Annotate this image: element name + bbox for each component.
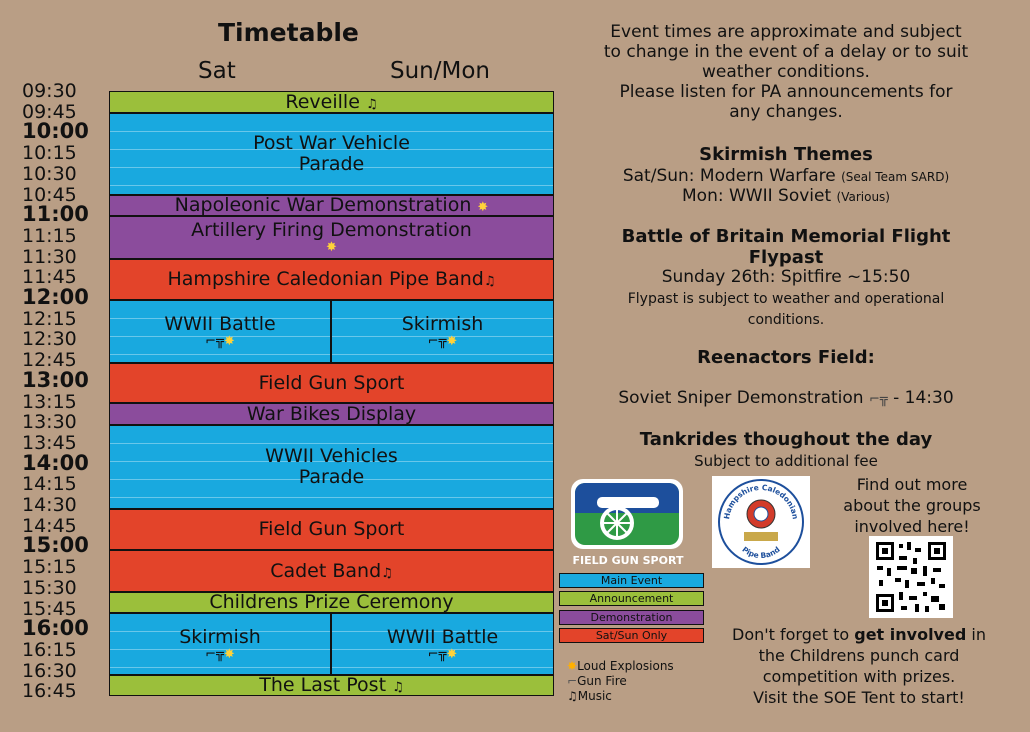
time-label: 12:00 (22, 285, 89, 309)
notice-text (560, 22, 1012, 122)
event-label: WWII Battle (386, 625, 499, 648)
event-label: Post War Vehicle (253, 132, 410, 154)
time-label: 12:45 (22, 349, 77, 372)
explosion-icon: ✸ (477, 200, 489, 215)
gun-icon: ⌐╦ (205, 334, 224, 349)
groups-line: Find out more (856, 475, 968, 494)
explosion-icon: ✸ (446, 646, 458, 662)
flypast-note (560, 289, 1012, 331)
reenactors-heading: Reenactors Field: (697, 347, 875, 368)
flypast-note-line: conditions. (747, 312, 825, 328)
event-label: Parade (298, 153, 365, 175)
key-label: Gun Fire (577, 674, 627, 688)
event-field-gun-1 (109, 363, 554, 403)
involved-post: in (971, 625, 986, 644)
notice-line: any changes. (729, 102, 843, 122)
event-label: War Bikes Display (246, 402, 417, 425)
column-sat: Sat (198, 58, 236, 84)
event-cadet-band (109, 550, 554, 592)
skirmish-sat-note: (Seal Team SARD) (841, 170, 950, 184)
sniper-time: - 14:30 (893, 388, 954, 408)
explosion-icon: ✸ (223, 334, 235, 349)
pipe-band-logo (712, 476, 810, 568)
field-gun-sport-text: FIELD GUN SPORT (572, 554, 684, 567)
legend-demonstration: Demonstration (559, 610, 704, 625)
event-last-post (109, 675, 554, 696)
time-label: 13:15 (22, 390, 77, 413)
music-note-icon: ♫ (567, 689, 578, 703)
groups-line: about the groups (843, 496, 981, 515)
involved-line: the Childrens punch card (758, 646, 960, 665)
time-label: 09:45 (22, 100, 77, 123)
event-label: The Last Post (259, 674, 387, 696)
time-label: 15:30 (22, 576, 77, 599)
gun-icon: ⌐╦ (868, 392, 888, 407)
time-label: 13:30 (22, 411, 77, 434)
skirmish-sat-label: Sat/Sun: Modern Warfare (622, 166, 836, 186)
involved-line: Visit the SOE Tent to start! (753, 688, 965, 707)
event-label: Napoleonic War Demonstration (174, 194, 472, 216)
time-label: 15:15 (22, 556, 77, 579)
tankrides-heading: Tankrides thoughout the day (639, 429, 933, 450)
explosion-icon: ✸ (446, 334, 458, 349)
pipe-band-top-text: Hampshire Caledonian (722, 482, 800, 520)
time-label: 10:45 (22, 183, 77, 206)
involved-line: competition with prizes. (762, 667, 956, 686)
music-note-icon: ♫ (381, 565, 393, 581)
time-label: 10:00 (22, 119, 89, 144)
event-wwii-battle-sun (331, 613, 554, 675)
event-post-war-vehicle-parade (109, 113, 554, 195)
column-sunmon: Sun/Mon (390, 58, 490, 84)
time-label: 16:15 (22, 638, 77, 661)
groups-line: involved here! (854, 517, 970, 536)
event-reveille (109, 91, 554, 113)
time-label: 11:00 (22, 202, 89, 227)
event-label: Field Gun Sport (258, 518, 405, 540)
music-note-icon: ♫ (483, 274, 496, 289)
legend-satsun-only: Sat/Sun Only (559, 628, 704, 643)
notice-line: to change in the event of a delay or to suit (603, 42, 969, 62)
skirmish-mon-line (560, 186, 1012, 207)
flypast-note-line: Flypast is subject to weather and operational (627, 291, 945, 307)
svg-text:Pipe Band (740, 545, 781, 560)
gun-icon: ⌐ (567, 674, 578, 688)
time-label: 16:45 (22, 680, 77, 703)
involved-bold: get involved (854, 625, 967, 644)
event-field-gun-2 (109, 509, 554, 550)
time-label: 14:00 (22, 450, 89, 475)
time-label: 14:45 (22, 514, 77, 537)
timetable-title: Timetable (218, 18, 359, 47)
involved-pre: Don't forget to (732, 625, 850, 644)
event-war-bikes (109, 403, 554, 425)
time-label: 11:15 (22, 224, 77, 247)
flypast-heading-line: Flypast (748, 247, 824, 268)
qr-code[interactable] (869, 536, 953, 618)
legend-main-event: Main Event (559, 573, 704, 588)
key-music (567, 689, 612, 704)
skirmish-mon-note: (Various) (836, 190, 890, 204)
key-gunfire (567, 674, 627, 689)
gun-icon: ⌐╦ (427, 646, 447, 662)
skirmish-sat-line (560, 166, 1012, 187)
event-wwii-battle-sat (109, 300, 331, 363)
skirmish-heading: Skirmish Themes (699, 144, 873, 165)
flypast-time: Sunday 26th: Spitfire ~15:50 (661, 267, 911, 287)
flypast-heading-line: Battle of Britain Memorial Flight (621, 226, 951, 247)
flypast-heading (560, 226, 1012, 268)
event-label: Childrens Prize Ceremony (209, 591, 454, 613)
event-label: Cadet Band (270, 559, 382, 582)
time-label: 14:30 (22, 494, 77, 516)
notice-line: Event times are approximate and subject (610, 22, 962, 42)
time-label: 14:15 (22, 473, 77, 496)
event-wwii-vehicles-parade (109, 425, 554, 509)
key-explosions (567, 659, 674, 674)
event-label: Reveille (285, 90, 360, 113)
time-label: 15:00 (22, 533, 89, 558)
event-napoleonic (109, 195, 554, 216)
time-label: 09:30 (22, 80, 77, 102)
time-label: 12:30 (22, 328, 77, 351)
key-label: Loud Explosions (577, 659, 674, 673)
event-pipe-band (109, 259, 554, 300)
time-label: 10:30 (22, 162, 77, 185)
event-label: Skirmish (179, 625, 261, 648)
field-gun-sport-logo (563, 476, 693, 570)
time-label: 10:15 (22, 142, 77, 165)
event-label: Hampshire Caledonian Pipe Band (167, 268, 484, 290)
event-label: Artillery Firing Demonstration (191, 219, 472, 241)
groups-text (832, 474, 992, 537)
time-label: 11:45 (22, 266, 77, 289)
gun-icon: ⌐╦ (205, 646, 224, 662)
event-label: Skirmish (401, 313, 484, 335)
reenactors-sniper (560, 388, 1012, 410)
gun-icon: ⌐╦ (427, 334, 447, 349)
time-label: 15:45 (22, 597, 77, 620)
event-skirmish-sat (109, 613, 331, 675)
notice-line: Please listen for PA announcements for (619, 82, 953, 102)
event-skirmish-sun (331, 300, 554, 363)
pipe-band-bottom-text: Pipe Band (740, 544, 782, 561)
event-label: Parade (298, 466, 365, 488)
event-label: WWII Vehicles (265, 445, 398, 467)
get-involved-text (706, 624, 1012, 708)
tankrides-sub: Subject to additional fee (694, 452, 878, 470)
time-label: 13:45 (22, 431, 77, 454)
time-label: 11:30 (22, 245, 77, 268)
event-label: WWII Battle (164, 313, 276, 335)
event-label: Field Gun Sport (258, 371, 405, 394)
timetable-grid (109, 91, 554, 696)
explosion-icon: ✸ (326, 240, 337, 255)
time-label: 16:00 (22, 616, 89, 641)
time-label: 12:15 (22, 307, 77, 330)
time-label: 13:00 (22, 367, 89, 392)
event-artillery (109, 216, 554, 259)
key-label: Music (577, 689, 612, 703)
involved-line-1 (706, 624, 1012, 645)
notice-line: weather conditions. (702, 62, 870, 82)
skirmish-mon-label: Mon: WWII Soviet (682, 186, 832, 206)
time-label: 16:30 (22, 659, 77, 682)
explosion-icon: ✸ (223, 646, 235, 662)
sniper-label: Soviet Sniper Demonstration (618, 388, 864, 408)
explosion-icon: ✸ (567, 659, 578, 673)
music-note-icon: ♫ (365, 96, 378, 112)
legend-announcement: Announcement (559, 591, 704, 606)
event-prize-ceremony (109, 592, 554, 613)
music-note-icon: ♫ (392, 680, 404, 695)
